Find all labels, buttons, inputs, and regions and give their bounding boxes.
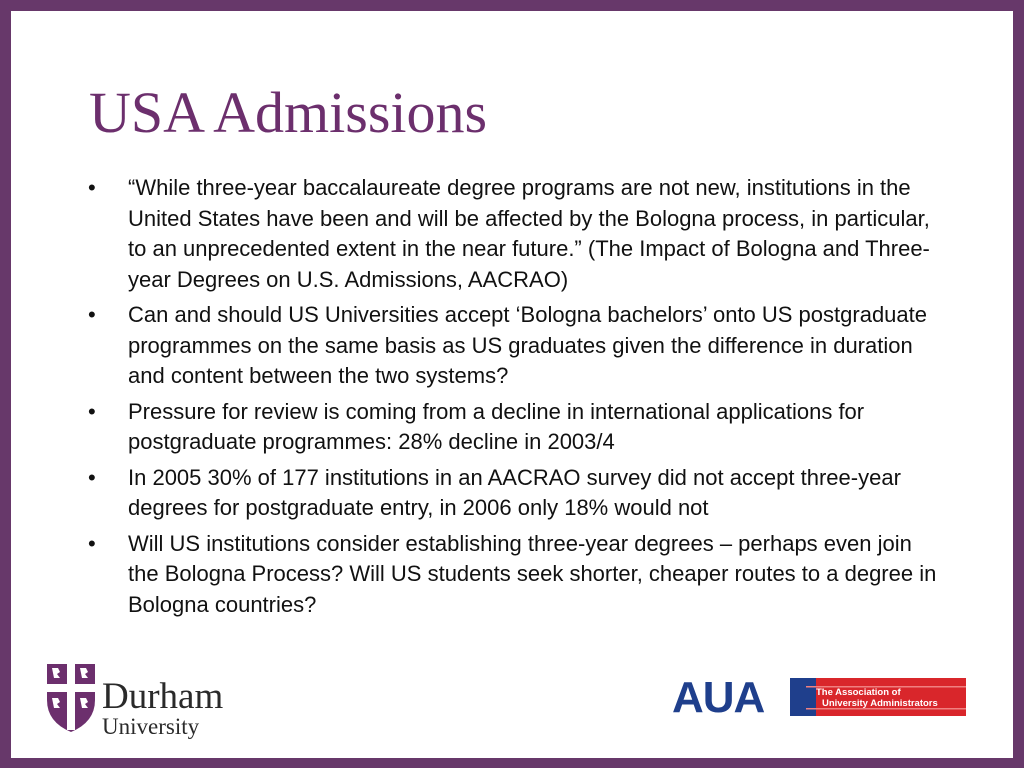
durham-name: Durham (102, 676, 224, 717)
bullet-icon: • (88, 398, 96, 424)
bullet-item (88, 173, 948, 295)
slide-title: USA Admissions (89, 80, 488, 145)
aua-caption (816, 687, 938, 709)
aua-caption-line2: University Administrators (822, 698, 938, 709)
bullet-text: Can and should US Universities accept ‘Bologna bachelors’ onto US postgraduate programmes on the same basis as US graduates given the difference in duration and content between the two systems? (128, 302, 927, 388)
bullet-text: “While three-year baccalaureate degree programs are not new, institutions in the United States have been and will be affected by the Bologna process, in particular, to an unprecedented extent in the near future.” (The Impact of Bologna and Three-year Degrees on U.S. Admissions, AACRAO) (128, 175, 930, 292)
bullet-icon: • (88, 530, 96, 556)
bullet-text: Will US institutions consider establishing three-year degrees – perhaps even join the Bologna Process? Will US students seek shorter, cheaper routes to a degree in Bologna countries? (128, 530, 937, 617)
aua-caption-line1: The Association of (816, 687, 901, 698)
durham-subtitle: University (102, 714, 200, 739)
bullet-item (88, 397, 948, 458)
bullet-item (88, 300, 948, 392)
aua-acronym: AUA (672, 673, 765, 722)
bullet-icon: • (88, 302, 96, 327)
bullet-text: Pressure for review is coming from a decline in international applications for postgraduate programmes: 28% decline in 2003/4 (128, 398, 865, 454)
bullet-item (88, 529, 948, 621)
bullet-text: In 2005 30% of 177 institutions in an AACRAO survey did not accept three-year degrees for postgraduate entry, in 2006 only 18% would not (128, 464, 901, 520)
bullet-icon: • (88, 175, 96, 200)
bullet-item (88, 463, 948, 524)
bullet-icon: • (88, 464, 96, 490)
bullet-list (88, 173, 948, 625)
